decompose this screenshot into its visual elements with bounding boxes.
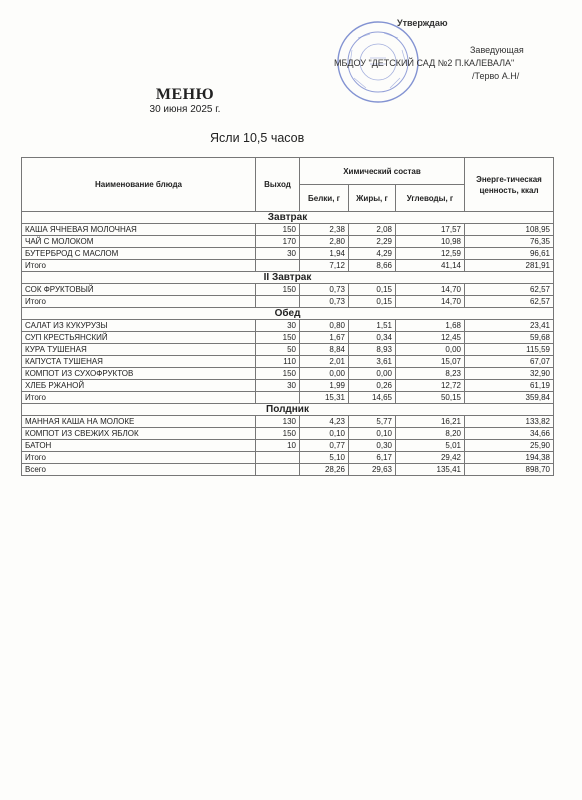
section-title: Полдник <box>22 404 554 416</box>
cell-carbs: 12,72 <box>396 380 465 392</box>
cell-energy: 194,38 <box>465 452 554 464</box>
cell-output <box>256 452 300 464</box>
approval-organization: МБДОУ "ДЕТСКИЙ САД №2 П.КАЛЕВАЛА" <box>334 58 515 68</box>
cell-protein: 28,26 <box>300 464 349 476</box>
table-row <box>22 416 554 428</box>
document-title: МЕНЮ <box>155 86 215 103</box>
grand-total-row <box>22 464 554 476</box>
cell-carbs: 8,23 <box>396 368 465 380</box>
cell-energy: 96,61 <box>465 248 554 260</box>
cell-output: 150 <box>256 284 300 296</box>
cell-energy: 61,19 <box>465 380 554 392</box>
cell-output <box>256 392 300 404</box>
cell-protein: 1,94 <box>300 248 349 260</box>
cell-energy: 62,57 <box>465 296 554 308</box>
cell-output: 150 <box>256 332 300 344</box>
cell-dish: СОК ФРУКТОВЫЙ <box>22 284 256 296</box>
cell-fat: 0,15 <box>349 296 396 308</box>
document-date: 30 июня 2025 г. <box>149 104 221 115</box>
cell-dish: КОМПОТ ИЗ СВЕЖИХ ЯБЛОК <box>22 428 256 440</box>
table-row <box>22 380 554 392</box>
table-row <box>22 440 554 452</box>
cell-protein: 0,73 <box>300 296 349 308</box>
cell-carbs: 5,01 <box>396 440 465 452</box>
table-row <box>22 368 554 380</box>
menu-table <box>21 157 554 476</box>
table-row <box>22 344 554 356</box>
cell-fat: 2,29 <box>349 236 396 248</box>
cell-fat: 5,77 <box>349 416 396 428</box>
cell-energy: 23,41 <box>465 320 554 332</box>
approval-position: Заведующая <box>470 45 524 55</box>
section-header-row <box>22 272 554 284</box>
table-row <box>22 332 554 344</box>
cell-dish: СУП КРЕСТЬЯНСКИЙ <box>22 332 256 344</box>
cell-energy: 133,82 <box>465 416 554 428</box>
document-subtitle: Ясли 10,5 часов <box>210 131 305 145</box>
cell-protein: 0,80 <box>300 320 349 332</box>
cell-carbs: 50,15 <box>396 392 465 404</box>
cell-dish: Итого <box>22 392 256 404</box>
cell-carbs: 1,68 <box>396 320 465 332</box>
cell-dish: Итого <box>22 452 256 464</box>
cell-output: 10 <box>256 440 300 452</box>
cell-output: 150 <box>256 428 300 440</box>
cell-output <box>256 296 300 308</box>
cell-carbs: 12,45 <box>396 332 465 344</box>
cell-fat: 0,26 <box>349 380 396 392</box>
cell-dish: КАША ЯЧНЕВАЯ МОЛОЧНАЯ <box>22 224 256 236</box>
cell-dish: ХЛЕБ РЖАНОЙ <box>22 380 256 392</box>
cell-carbs: 15,07 <box>396 356 465 368</box>
cell-output: 170 <box>256 236 300 248</box>
cell-carbs: 10,98 <box>396 236 465 248</box>
section-total-row <box>22 452 554 464</box>
cell-dish: САЛАТ ИЗ КУКУРУЗЫ <box>22 320 256 332</box>
cell-dish: ЧАЙ С МОЛОКОМ <box>22 236 256 248</box>
cell-carbs: 41,14 <box>396 260 465 272</box>
cell-fat: 0,30 <box>349 440 396 452</box>
section-total-row <box>22 392 554 404</box>
approval-signature: /Терво А.Н/ <box>472 71 520 81</box>
cell-output: 150 <box>256 368 300 380</box>
cell-carbs: 8,20 <box>396 428 465 440</box>
section-title: Завтрак <box>22 212 554 224</box>
table-row <box>22 320 554 332</box>
table-row <box>22 356 554 368</box>
cell-output: 130 <box>256 416 300 428</box>
cell-dish: БАТОН <box>22 440 256 452</box>
cell-energy: 359,84 <box>465 392 554 404</box>
cell-fat: 2,08 <box>349 224 396 236</box>
cell-energy: 281,91 <box>465 260 554 272</box>
cell-output <box>256 260 300 272</box>
cell-energy: 115,59 <box>465 344 554 356</box>
cell-fat: 6,17 <box>349 452 396 464</box>
approval-title: Утверждаю <box>397 18 448 28</box>
cell-protein: 0,00 <box>300 368 349 380</box>
cell-dish: КОМПОТ ИЗ СУХОФРУКТОВ <box>22 368 256 380</box>
cell-fat: 0,15 <box>349 284 396 296</box>
cell-dish: Итого <box>22 260 256 272</box>
cell-fat: 8,93 <box>349 344 396 356</box>
cell-carbs: 17,57 <box>396 224 465 236</box>
cell-output: 150 <box>256 224 300 236</box>
cell-fat: 0,00 <box>349 368 396 380</box>
cell-output: 110 <box>256 356 300 368</box>
cell-protein: 1,99 <box>300 380 349 392</box>
cell-carbs: 16,21 <box>396 416 465 428</box>
cell-output: 50 <box>256 344 300 356</box>
table-row <box>22 224 554 236</box>
cell-energy: 59,68 <box>465 332 554 344</box>
section-title: II Завтрак <box>22 272 554 284</box>
table-row <box>22 428 554 440</box>
section-title: Обед <box>22 308 554 320</box>
cell-protein: 0,10 <box>300 428 349 440</box>
cell-fat: 1,51 <box>349 320 396 332</box>
cell-protein: 2,80 <box>300 236 349 248</box>
cell-dish: Итого <box>22 296 256 308</box>
cell-dish: Всего <box>22 464 256 476</box>
cell-fat: 0,10 <box>349 428 396 440</box>
cell-protein: 7,12 <box>300 260 349 272</box>
table-row <box>22 236 554 248</box>
cell-fat: 3,61 <box>349 356 396 368</box>
cell-fat: 29,63 <box>349 464 396 476</box>
cell-dish: КУРА ТУШЕНАЯ <box>22 344 256 356</box>
section-total-row <box>22 296 554 308</box>
cell-protein: 2,01 <box>300 356 349 368</box>
cell-protein: 1,67 <box>300 332 349 344</box>
cell-carbs: 135,41 <box>396 464 465 476</box>
cell-carbs: 0,00 <box>396 344 465 356</box>
cell-carbs: 29,42 <box>396 452 465 464</box>
header-protein: Белки, г <box>300 185 349 212</box>
cell-carbs: 14,70 <box>396 284 465 296</box>
cell-protein: 5,10 <box>300 452 349 464</box>
header-energy: Энерге-тическая ценность, ккал <box>465 158 554 212</box>
cell-output <box>256 464 300 476</box>
cell-carbs: 14,70 <box>396 296 465 308</box>
cell-energy: 76,35 <box>465 236 554 248</box>
header-output: Выход <box>256 158 300 212</box>
cell-fat: 8,66 <box>349 260 396 272</box>
section-total-row <box>22 260 554 272</box>
section-header-row <box>22 404 554 416</box>
section-header-row <box>22 212 554 224</box>
header-carbs: Углеводы, г <box>396 185 465 212</box>
table-row <box>22 284 554 296</box>
cell-energy: 108,95 <box>465 224 554 236</box>
cell-energy: 25,90 <box>465 440 554 452</box>
cell-protein: 0,73 <box>300 284 349 296</box>
cell-fat: 14,65 <box>349 392 396 404</box>
cell-carbs: 12,59 <box>396 248 465 260</box>
cell-dish: КАПУСТА ТУШЕНАЯ <box>22 356 256 368</box>
cell-energy: 67,07 <box>465 356 554 368</box>
cell-output: 30 <box>256 320 300 332</box>
header-dish: Наименование блюда <box>22 158 256 212</box>
cell-protein: 15,31 <box>300 392 349 404</box>
cell-output: 30 <box>256 248 300 260</box>
cell-energy: 62,57 <box>465 284 554 296</box>
cell-output: 30 <box>256 380 300 392</box>
cell-energy: 898,70 <box>465 464 554 476</box>
section-header-row <box>22 308 554 320</box>
cell-dish: БУТЕРБРОД С МАСЛОМ <box>22 248 256 260</box>
cell-protein: 0,77 <box>300 440 349 452</box>
header-fat: Жиры, г <box>349 185 396 212</box>
cell-energy: 32,90 <box>465 368 554 380</box>
cell-fat: 4,29 <box>349 248 396 260</box>
cell-dish: МАННАЯ КАША НА МОЛОКЕ <box>22 416 256 428</box>
cell-energy: 34,66 <box>465 428 554 440</box>
table-row <box>22 248 554 260</box>
cell-fat: 0,34 <box>349 332 396 344</box>
cell-protein: 2,38 <box>300 224 349 236</box>
cell-protein: 4,23 <box>300 416 349 428</box>
header-chem: Химический состав <box>300 158 465 185</box>
cell-protein: 8,84 <box>300 344 349 356</box>
